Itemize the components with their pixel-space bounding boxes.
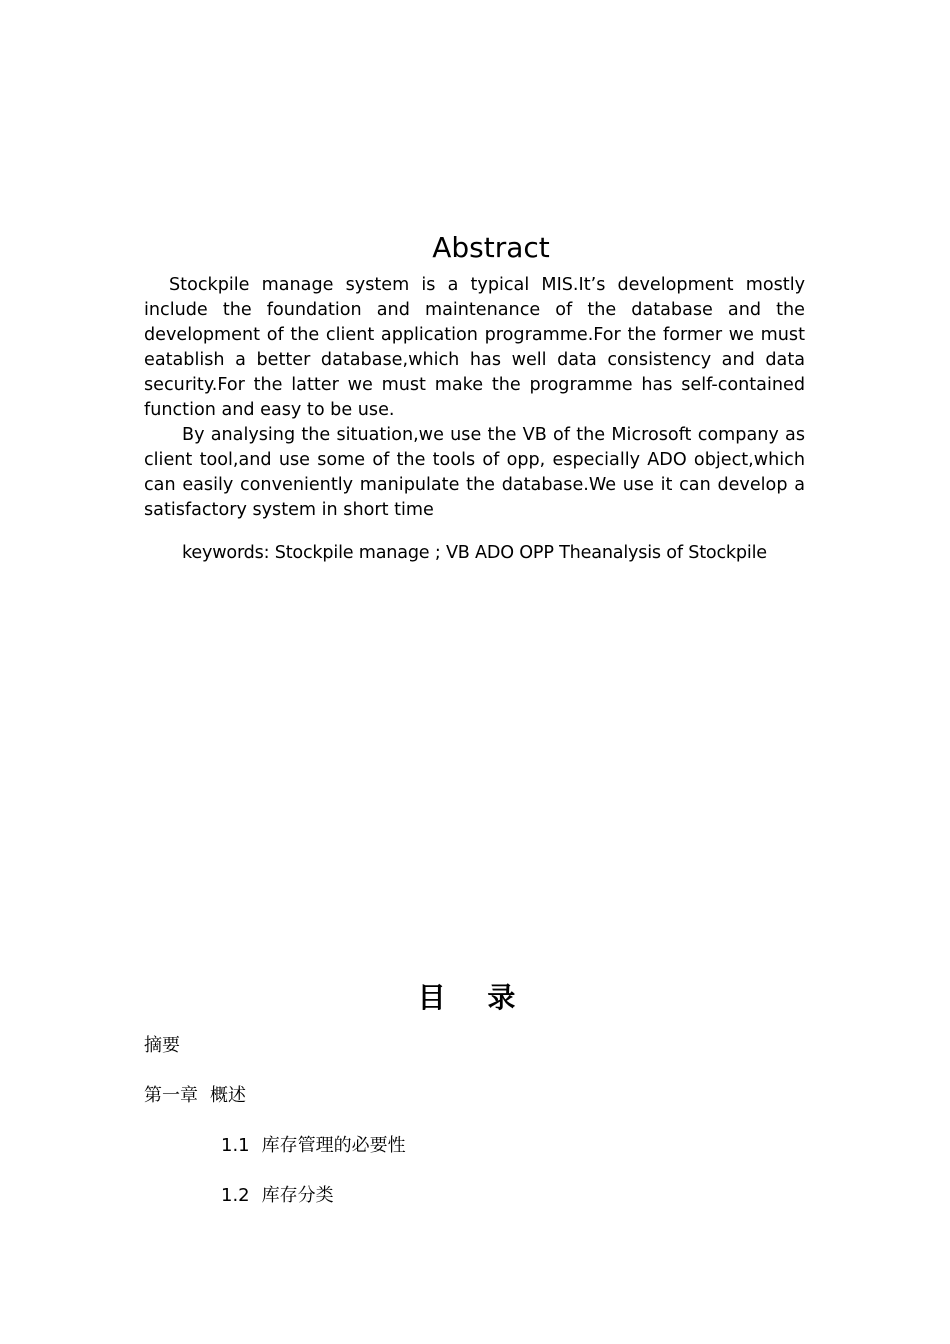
toc-item-label: 摘要	[144, 1035, 180, 1056]
toc-item-label: 库存管理的必要性	[261, 1135, 406, 1156]
toc-item-number: 第一章	[144, 1085, 198, 1106]
toc-item-1-2[interactable]	[221, 1184, 334, 1208]
keywords-line: keywords: Stockpile manage ; VB ADO OPP Theanalysis of Stockpile	[182, 543, 767, 563]
toc-item-label: 库存分类	[261, 1185, 334, 1206]
abstract-title: Abstract	[432, 231, 550, 264]
toc-item-abstract[interactable]	[144, 1034, 180, 1058]
toc-item-number: 1.2	[221, 1185, 250, 1206]
toc-item-label: 概述	[210, 1085, 246, 1106]
abstract-paragraph-2: By analysing the situation,we use the VB of the Microsoft company as client tool,and use some of the tools of opp, especially ADO object,which can easily conveniently manipulate the database.We use it can develop a satisfactory system in short time	[144, 425, 805, 520]
toc-item-1-1[interactable]	[221, 1134, 406, 1158]
abstract-paragraph-1: Stockpile manage system is a typical MIS.It’s development mostly include the foundation and maintenance of the database and the development of the client application programme.For the former we must eatablish a better database,which has well data consistency and data security.For the latter we must make the programme has self-contained function and easy to be use.	[144, 275, 805, 420]
toc-item-chapter-1[interactable]	[144, 1084, 246, 1108]
toc-item-number: 1.1	[221, 1135, 250, 1156]
toc-title: 目 录	[417, 981, 532, 1014]
